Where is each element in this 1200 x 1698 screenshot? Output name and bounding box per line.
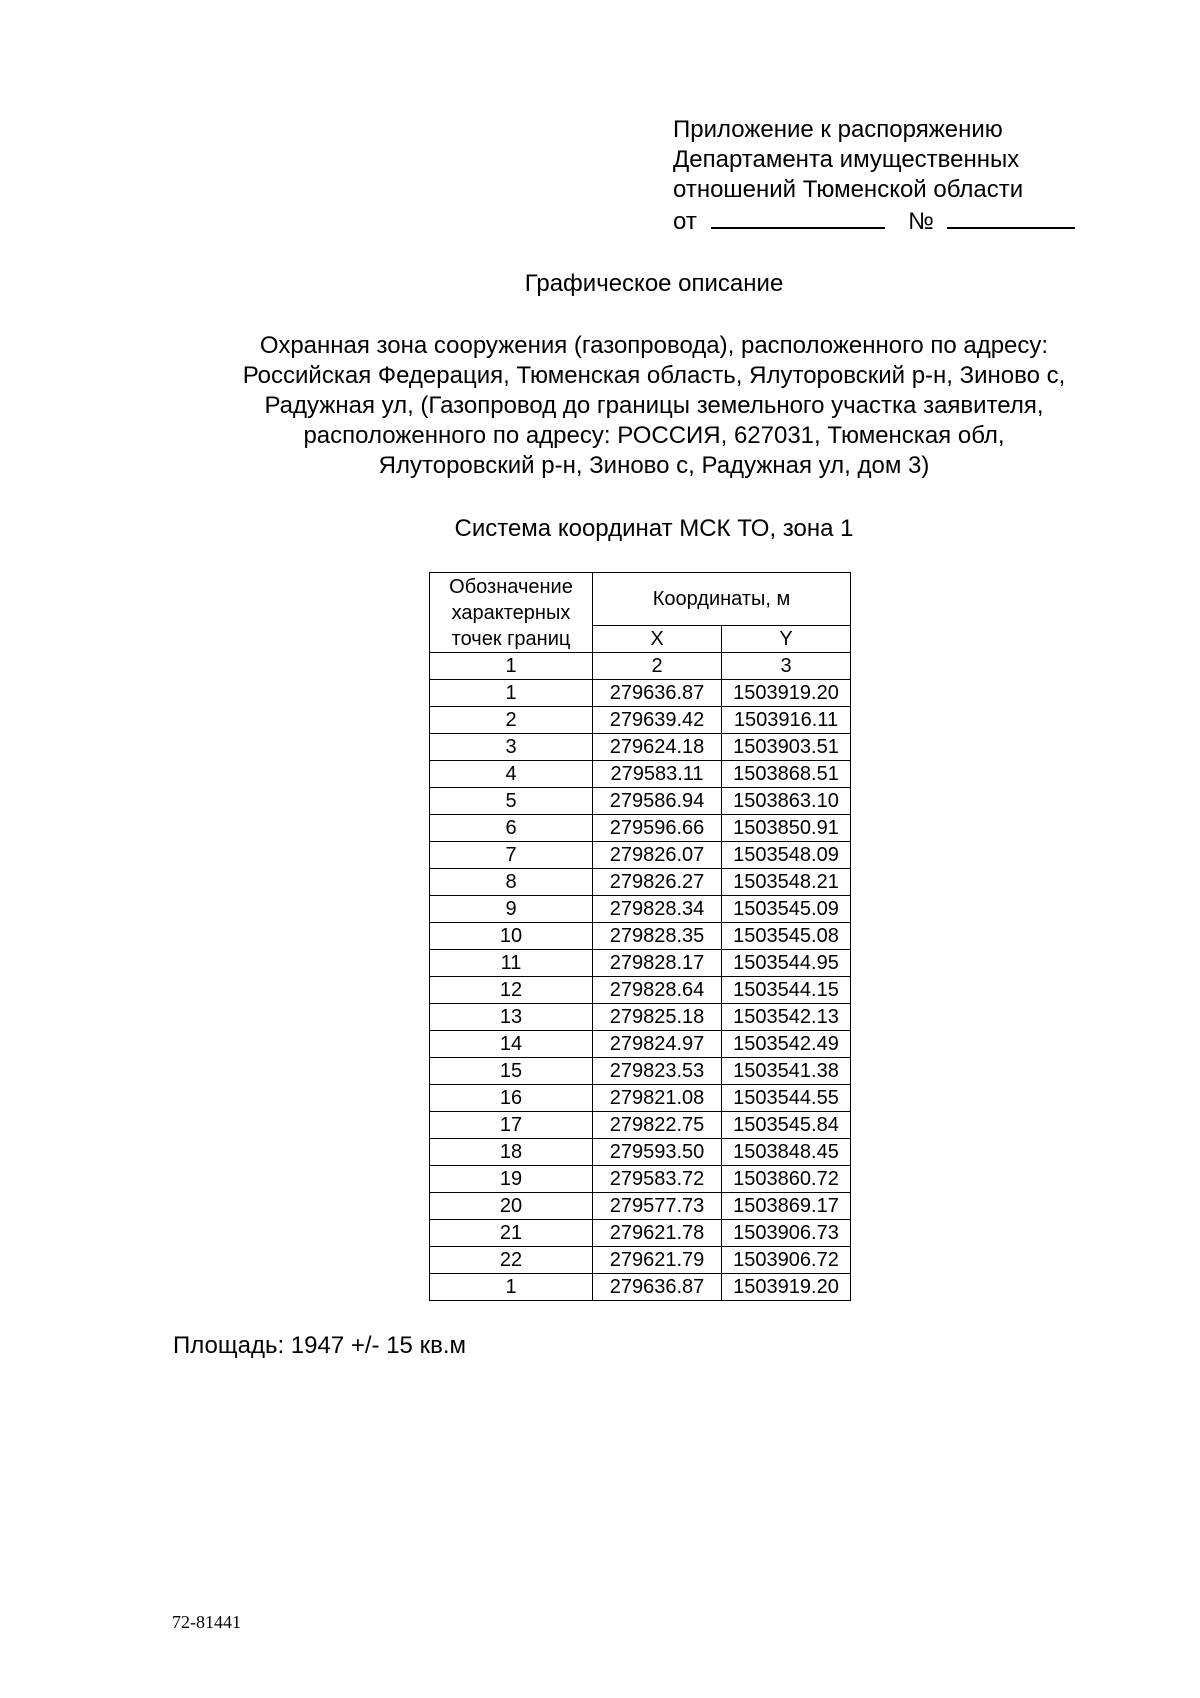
table-row [430,869,851,896]
y-coordinate-cell: 1503542.13 [722,1004,851,1031]
point-number-cell: 15 [430,1058,593,1085]
x-coordinate-cell: 279583.72 [593,1166,722,1193]
point-number-cell: 17 [430,1112,593,1139]
zone-description [150,331,1158,481]
header-point-line: Обозначение [449,575,573,598]
point-number-cell: 20 [430,1193,593,1220]
x-coordinate-cell: 279621.79 [593,1247,722,1274]
x-coordinate-cell: 279825.18 [593,1004,722,1031]
y-coordinate-cell: 1503545.84 [722,1112,851,1139]
description-line: Охранная зона сооружения (газопровода), расположенного по адресу: [259,332,1049,359]
y-coordinate-cell: 1503919.20 [722,680,851,707]
description-line: Российская Федерация, Тюменская область, Ялуторовский р-н, Зиново с, [242,362,1066,389]
y-coordinate-cell: 1503919.20 [722,1274,851,1301]
column-number-row [430,653,851,680]
from-label: от [673,208,697,235]
y-coordinate-cell: 1503544.95 [722,950,851,977]
y-coordinate-cell: 1503906.73 [722,1220,851,1247]
footer-code: 72-81441 [172,1612,241,1632]
header-point-line: характерных [451,601,571,624]
y-coordinate-cell: 1503544.15 [722,977,851,1004]
point-number-cell: 7 [430,842,593,869]
document-title: Графическое описание [524,270,784,297]
point-number-cell: 4 [430,761,593,788]
x-coordinate-cell: 279586.94 [593,788,722,815]
appendix-date-number-line [673,205,1075,237]
table-row [430,977,851,1004]
point-number-cell: 5 [430,788,593,815]
y-coordinate-cell: 1503860.72 [722,1166,851,1193]
point-number-cell: 10 [430,923,593,950]
x-coordinate-cell: 279821.08 [593,1085,722,1112]
y-coordinate-cell: 1503544.55 [722,1085,851,1112]
header-point-designation [430,573,593,653]
appendix-line-1: Приложение к распоряжению [673,116,1003,143]
coordinate-system: Система координат МСК ТО, зона 1 [454,515,854,542]
point-number-cell: 22 [430,1247,593,1274]
x-coordinate-cell: 279828.64 [593,977,722,1004]
table-row [430,1112,851,1139]
x-coordinate-cell: 279828.35 [593,923,722,950]
column-number: 2 [593,653,722,680]
point-number-cell: 18 [430,1139,593,1166]
point-number-cell: 8 [430,869,593,896]
description-line: расположенного по адресу: РОССИЯ, 627031, Тюменская обл, [303,422,1005,449]
x-coordinate-cell: 279621.78 [593,1220,722,1247]
x-coordinate-cell: 279828.17 [593,950,722,977]
y-coordinate-cell: 1503542.49 [722,1031,851,1058]
table-row [430,707,851,734]
x-coordinate-cell: 279826.27 [593,869,722,896]
x-coordinate-cell: 279593.50 [593,1139,722,1166]
header-point-line: точек границ [451,627,571,650]
y-coordinate-cell: 1503850.91 [722,815,851,842]
table-row [430,680,851,707]
y-coordinate-cell: 1503541.38 [722,1058,851,1085]
x-coordinate-cell: 279639.42 [593,707,722,734]
area-text: Площадь: 1947 +/- 15 кв.м [173,1332,466,1359]
table-row [430,923,851,950]
x-coordinate-cell: 279624.18 [593,734,722,761]
x-coordinate-cell: 279828.34 [593,896,722,923]
point-number-cell: 1 [430,680,593,707]
y-coordinate-cell: 1503545.09 [722,896,851,923]
x-coordinate-cell: 279824.97 [593,1031,722,1058]
table-row [430,1220,851,1247]
x-coordinate-cell: 279823.53 [593,1058,722,1085]
table-row [430,815,851,842]
table-row [430,1058,851,1085]
column-number: 1 [430,653,593,680]
point-number-cell: 21 [430,1220,593,1247]
x-coordinate-cell: 279577.73 [593,1193,722,1220]
y-coordinate-cell: 1503868.51 [722,761,851,788]
y-coordinate-cell: 1503916.11 [722,707,851,734]
x-coordinate-cell: 279826.07 [593,842,722,869]
point-number-cell: 11 [430,950,593,977]
description-line: Ялуторовский р-н, Зиново с, Радужная ул, дом 3) [378,452,930,479]
number-blank [947,205,1075,229]
table-row [430,1274,851,1301]
header-x: X [593,626,722,653]
x-coordinate-cell: 279636.87 [593,1274,722,1301]
appendix-line-2: Департамента имущественных [673,146,1020,173]
point-number-cell: 6 [430,815,593,842]
y-coordinate-cell: 1503903.51 [722,734,851,761]
table-row [430,1166,851,1193]
point-number-cell: 16 [430,1085,593,1112]
x-coordinate-cell: 279596.66 [593,815,722,842]
x-coordinate-cell: 279583.11 [593,761,722,788]
y-coordinate-cell: 1503906.72 [722,1247,851,1274]
y-coordinate-cell: 1503863.10 [722,788,851,815]
table-row [430,1139,851,1166]
point-number-cell: 19 [430,1166,593,1193]
description-line: Радужная ул, (Газопровод до границы земельного участка заявителя, [264,392,1044,419]
table-row [430,1085,851,1112]
appendix-block [673,115,1075,237]
table-row [430,1004,851,1031]
table-row [430,1193,851,1220]
table-row [430,842,851,869]
appendix-line-3: отношений Тюменской области [673,176,1024,203]
y-coordinate-cell: 1503848.45 [722,1139,851,1166]
coordinates-table [429,572,851,1301]
number-label: № [908,208,934,235]
column-number: 3 [722,653,851,680]
header-y: Y [722,626,851,653]
table-row [430,788,851,815]
header-coordinates: Координаты, м [593,573,851,626]
table-row [430,950,851,977]
table-row [430,761,851,788]
table-row [430,1031,851,1058]
point-number-cell: 3 [430,734,593,761]
header-row [430,573,851,626]
x-coordinate-cell: 279636.87 [593,680,722,707]
point-number-cell: 1 [430,1274,593,1301]
y-coordinate-cell: 1503548.09 [722,842,851,869]
point-number-cell: 9 [430,896,593,923]
point-number-cell: 13 [430,1004,593,1031]
y-coordinate-cell: 1503869.17 [722,1193,851,1220]
table-row [430,1247,851,1274]
point-number-cell: 12 [430,977,593,1004]
table-row [430,734,851,761]
point-number-cell: 14 [430,1031,593,1058]
table-row [430,896,851,923]
date-blank [711,205,885,229]
y-coordinate-cell: 1503548.21 [722,869,851,896]
y-coordinate-cell: 1503545.08 [722,923,851,950]
point-number-cell: 2 [430,707,593,734]
x-coordinate-cell: 279822.75 [593,1112,722,1139]
